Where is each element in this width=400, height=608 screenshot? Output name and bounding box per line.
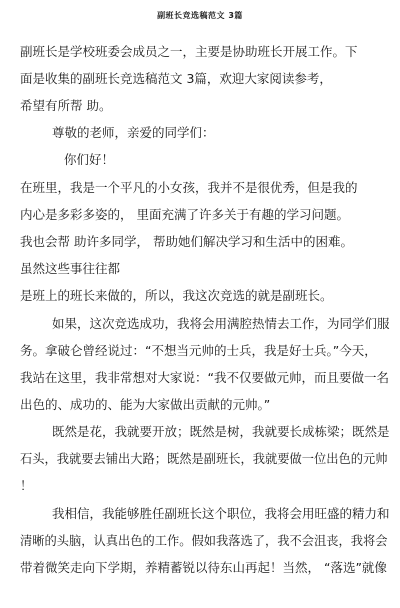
body-line: 出色的、成功的、能为大家做出贡献的元帅。” [20, 397, 271, 412]
body-line: 石头，我就要去铺出大路；既然是副班长，我就要做一位出色的元帅 [20, 452, 388, 466]
body-line: 带着微笑走向下学期，养精蓄锐以待东山再起！当然， “落选”就像 [20, 560, 387, 575]
body-line: 务。拿破仑曾经说过：“不想当元帅的士兵，我是好士兵。”今天， [20, 343, 377, 358]
intro-line: 希望有所帮 助。 [20, 98, 112, 113]
body-line: 内心是多彩多姿的， 里面充满了许多关于有趣的学习问题。 [20, 207, 349, 222]
body-line: 我也会帮 助许多同学， 帮助她们解决学习和生活中的困难。 [20, 234, 353, 249]
body-line: 清晰的头脑，认真出色的工作。假如我落选了，我不会沮丧，我将会 [20, 534, 388, 548]
intro-line: 面是收集的副班长竞选稿范文 3篇，欢迎大家阅读参考， [20, 71, 332, 86]
body-line: 在班里，我是一个平凡的小女孩，我并不是很优秀，但是我的 [20, 180, 358, 195]
body-line: 我相信，我能够胜任副班长这个职位，我将会用旺盛的精力和 [52, 506, 390, 521]
greeting-line: 尊敬的老师，亲爱的同学们： [52, 125, 215, 140]
body-line: 如果，这次竞选成功，我将会用满腔热情去工作，为同学们服 [52, 316, 390, 331]
intro-line: 副班长是学校班委会成员之一，主要是协助班长开展工作。下 [20, 44, 358, 59]
body-line: ！ [20, 478, 33, 493]
body-line: 虽然这些事往往都 [20, 261, 121, 276]
hello-line: 你们好！ [64, 152, 115, 167]
body-line: 我站在这里，我非常想对大家说：“我不仅要做元帅，而且要做一名 [20, 370, 389, 385]
document-title: 副班长竞选稿范文 3篇 [157, 11, 243, 20]
body-line: 是班上的班长来做的，所以，我这次竞选的就是副班长。 [20, 288, 333, 303]
body-line: 既然是花，我就要开放；既然是树，我就要长成栋梁；既然是 [52, 424, 390, 439]
